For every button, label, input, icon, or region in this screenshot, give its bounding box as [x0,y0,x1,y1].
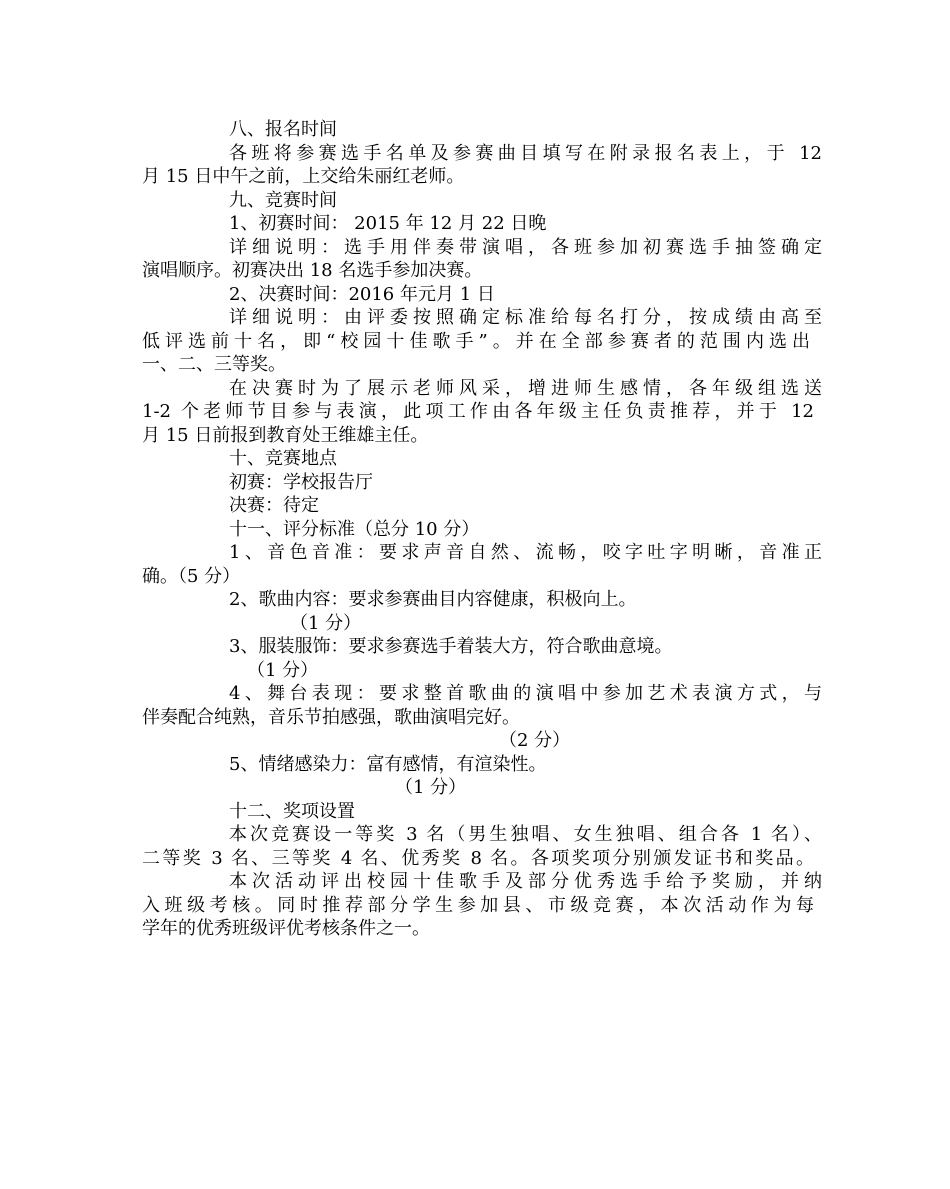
criterion-score: （1 分） [247,659,319,681]
paragraph-line: 演唱顺序。初赛决出 18 名选手参加决赛。 [142,260,483,281]
criterion-line: 2、歌曲内容：要求参赛曲目内容健康，积极向上。 [229,589,637,610]
section-heading-registration-time: 八、报名时间 [229,119,337,140]
paragraph-line: 本次活动评出校园十佳歌手及部分优秀选手给予奖励，并纳 [229,871,822,892]
paragraph-line: 详细说明：选手用伴奏带演唱，各班参加初赛选手抽签确定 [229,236,822,258]
paragraph-line: 月 15 日前报到教育处王维雄主任。 [142,424,429,446]
preliminary-venue: 初赛：学校报告厅 [229,471,373,493]
criterion-score: （2 分） [499,730,571,751]
paragraph-line: 月 15 日中午之前，上交给朱丽红老师。 [142,166,465,187]
preliminary-time: 1、初赛时间： 2015 年 12 月 22 日晚 [229,213,547,234]
criterion-line: 3、服装服饰：要求参赛选手着装大方，符合歌曲意境。 [229,636,673,657]
criterion-score: （1 分） [395,777,467,798]
criterion-score: （1 分） [290,612,362,634]
section-heading-awards: 十二、奖项设置 [229,800,355,822]
paragraph-line: 本次竞赛设一等奖 3 名（男生独唱、女生独唱、组合各 1 名）、 [229,824,822,845]
paragraph-line: 学年的优秀班级评优考核条件之一。 [142,918,430,939]
paragraph-line: 二等奖 3 名、三等奖 4 名、优秀奖 8 名。各项奖项分别颁发证书和奖品。 [142,847,814,869]
paragraph-line: 详细说明：由评委按照确定标准给每名打分，按成绩由高至 [229,307,822,328]
paragraph-line: 入班级考核。同时推荐部分学生参加县、市级竞赛，本次活动作为每 [142,894,814,916]
paragraph-line: 一、二、三等奖。 [142,354,286,375]
paragraph-line: 各班将参赛选手名单及参赛曲目填写在附录报名表上，于 12 [229,142,822,164]
section-heading-venue: 十、竞赛地点 [229,448,337,469]
section-heading-scoring-criteria: 十一、评分标准（总分 10 分） [229,518,480,540]
document-body [142,118,822,941]
section-heading-competition-time: 九、竞赛时间 [229,189,337,211]
criterion-line: 1、音色音准：要求声音自然、流畅，咬字吐字明晰，音准正 [229,542,822,563]
criterion-line: 4、舞台表现：要求整首歌曲的演唱中参加艺术表演方式，与 [229,683,822,704]
criterion-line: 5、情绪感染力：富有感情，有渲染性。 [229,753,547,775]
criterion-line: 确。（5 分） [142,565,241,587]
paragraph-line: 低评选前十名，即“校园十佳歌手”。并在全部参赛者的范围内选出 [142,330,810,352]
criterion-line: 伴奏配合纯熟，音乐节拍感强，歌曲演唱完好。 [142,706,520,728]
paragraph-line: 1-2 个老师节目参与表演，此项工作由各年级主任负责推荐，并于 12 [142,401,814,422]
final-time: 2、决赛时间：2016 年元月 1 日 [229,283,495,305]
paragraph-line: 在决赛时为了展示老师风采，增进师生感情，各年级组选送 [229,377,822,399]
final-venue: 决赛：待定 [229,495,319,516]
